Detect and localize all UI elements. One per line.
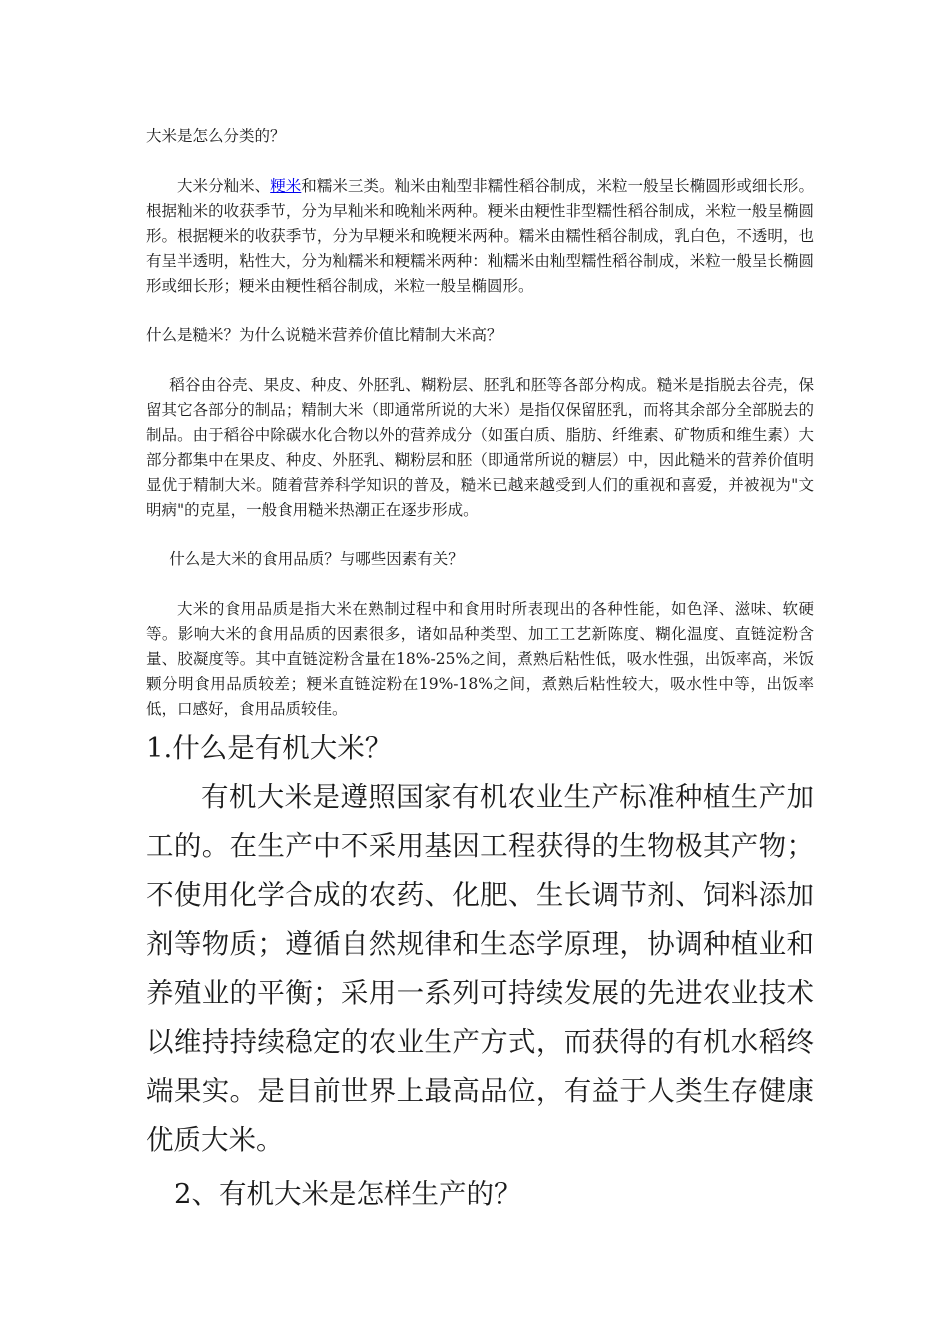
section-1-body: 有机大米是遵照国家有机农业生产标准种植生产加工的。在生产中不采用基因工程获得的生物极其产物；不使用化学合成的农药、化肥、生长调节剂、饲料添加剂等物质；遵循自然规律和生态学原理，协调种植业和养殖业的平衡；采用一系列可持续发展的先进农业技术以维持持续稳定的农业生产方式，而获得的有机水稻终端果实。是目前世界上最高品位，有益于人类生存健康优质大米。 <box>146 781 814 1156</box>
question-1-answer <box>146 174 814 299</box>
question-3-title: 什么是大米的食用品质？与哪些因素有关？ <box>169 550 464 568</box>
answer-1-text-start: 大米分籼米、 <box>177 177 271 195</box>
section-1-heading: 1.什么是有机大米？ <box>146 732 393 764</box>
section-2-heading: 2、有机大米是怎样生产的？ <box>174 1178 522 1210</box>
question-1-title: 大米是怎么分类的？ <box>146 127 286 145</box>
question-3-answer: 大米的食用品质是指大米在熟制过程中和食用时所表现出的各种性能，如色泽、滋味、软硬等。影响大米的食用品质的因素很多，诸如品种类型、加工工艺新陈度、糊化温度、直链淀粉含量、胶凝度等。其中直链淀粉含量在18%-25%之间，煮熟后粘性低，吸水性强，出饭率高，米饭颗分明食用品质较差；粳米直链淀粉在19%-18%之间，煮熟后粘性较大，吸水性中等，出饭率低，口感好，食用品质较佳。 <box>146 600 814 718</box>
answer-1-text-rest: 和糯米三类。籼米由籼型非糯性稻谷制成，米粒一般呈长椭圆形或细长形。根据籼米的收获季节，分为早籼米和晚籼米两种。粳米由粳性非型糯性稻谷制成，米粒一般呈椭圆形。根据粳米的收获季节，分为早粳米和晚粳米两种。糯米由糯性稻谷制成，乳白色，不透明，也有呈半透明，粘性大，分为籼糯米和粳糯米两种：籼糯米由籼型糯性稻谷制成，米粒一般呈长椭圆形或细长形；粳米由粳性稻谷制成，米粒一般呈椭圆形。 <box>146 177 814 295</box>
question-2-answer: 稻谷由谷壳、果皮、种皮、外胚乳、糊粉层、胚乳和胚等各部分构成。糙米是指脱去谷壳，保留其它各部分的制品；精制大米（即通常所说的大米）是指仅保留胚乳，而将其余部分全部脱去的制品。由于稻谷中除碳水化合物以外的营养成分（如蛋白质、脂肪、纤维素、矿物质和维生素）大部分都集中在果皮、种皮、外胚乳、糊粉层和胚（即通常所说的糖层）中，因此糙米的营养价值明显优于精制大米。随着营养科学知识的普及，糙米已越来越受到人们的重视和喜爱，并被视为"文明病"的克星，一般食用糙米热潮正在逐步形成。 <box>146 376 814 519</box>
question-2-title: 什么是糙米？为什么说糙米营养价值比精制大米高？ <box>146 326 503 344</box>
japonica-rice-link[interactable]: 粳米 <box>270 177 302 195</box>
